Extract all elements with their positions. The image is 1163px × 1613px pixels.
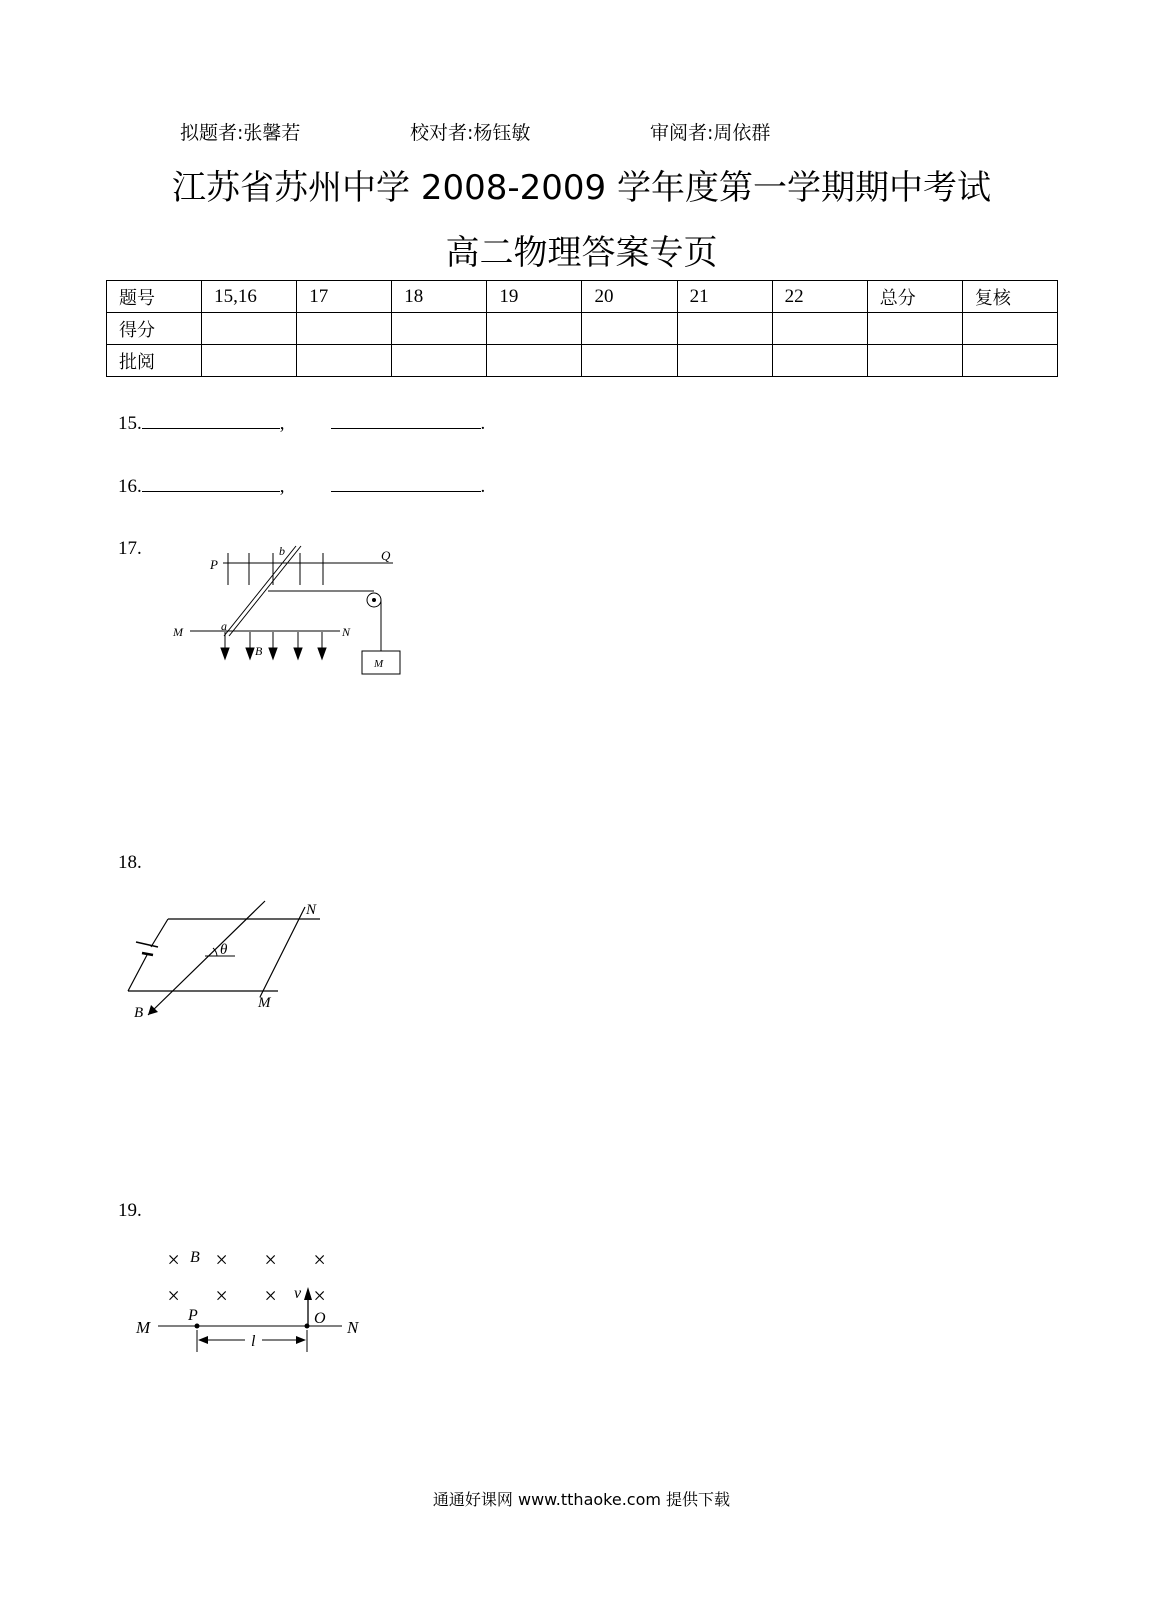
score-cell[interactable] [582,313,677,345]
diagram-17 [165,540,415,680]
question-number: 15. [118,413,142,434]
terminator: . [480,476,486,497]
label-m: M [136,1318,151,1337]
review-cell[interactable] [202,345,297,377]
question-19-number: 19. [118,1200,142,1221]
header-cell: 题号 [107,281,202,313]
score-cell[interactable] [297,313,392,345]
answer-blank[interactable] [142,410,280,429]
point-p [195,1324,200,1329]
credit-author: 拟题者:张馨若 [180,122,301,144]
label-n-right: N [342,625,351,639]
label-field-b: B [255,644,263,658]
review-cell[interactable] [677,345,772,377]
label-mass: M [374,658,384,670]
review-cell[interactable] [772,345,867,377]
label-m-left: M [173,625,183,639]
label-v: v [294,1285,302,1302]
score-cell[interactable] [867,313,962,345]
answer-blank[interactable] [331,473,481,492]
question-17-number: 17. [118,538,142,559]
review-cell[interactable] [487,345,582,377]
score-cell[interactable] [677,313,772,345]
label-theta: θ [220,942,228,958]
credit-checker: 校对者:杨钰敏 [410,122,531,144]
terminator: . [480,413,486,434]
diagram-19 [130,1240,380,1365]
score-cell[interactable] [202,313,297,345]
review-cell[interactable] [392,345,487,377]
header-cell: 复核 [962,281,1057,313]
question-15 [118,410,485,435]
field-cross: × [312,1247,327,1272]
header-cell: 22 [772,281,867,313]
page-title: 江苏省苏州中学 2008-2009 学年度第一学期期中考试 [172,168,991,208]
question-18-number: 18. [118,852,142,873]
label-l: l [251,1333,256,1350]
field-b-line [148,901,265,1015]
battery-plate-long [136,942,158,947]
header-cell: 15,16 [202,281,297,313]
separator: , [279,413,285,434]
label-m: M [258,995,271,1011]
left-connector [128,955,147,991]
field-cross: × [263,1247,278,1272]
label-b: b [279,544,285,558]
left-connector [151,919,168,947]
review-cell[interactable] [867,345,962,377]
header-cell: 18 [392,281,487,313]
credits-line [0,118,1163,148]
score-cell[interactable] [392,313,487,345]
label-p: P [188,1307,198,1324]
answer-blank[interactable] [142,473,280,492]
header-cell: 19 [487,281,582,313]
review-row [107,345,1058,377]
row-label: 得分 [107,313,202,345]
score-table [106,280,1058,377]
velocity-arrow-head [304,1287,312,1300]
separator: , [279,476,285,497]
label-q: Q [381,548,391,563]
row-label: 批阅 [107,345,202,377]
label-p: P [210,557,218,572]
field-arrows [221,632,326,659]
field-cross: × [166,1283,181,1308]
score-cell[interactable] [487,313,582,345]
label-n: N [306,902,317,918]
footer: 通通好课网 www.tthaoke.com 提供下载 [432,1490,731,1509]
header-cell: 21 [677,281,772,313]
page-subtitle: 高二物理答案专页 [445,233,718,273]
question-16 [118,473,485,498]
header-cell: 总分 [867,281,962,313]
label-a: a [221,619,227,633]
review-cell[interactable] [297,345,392,377]
rod-mn [260,907,305,997]
credit-reviewer: 审阅者:周依群 [650,122,771,144]
score-cell[interactable] [772,313,867,345]
pulley-axle [372,598,376,602]
dim-arrow-right [296,1336,306,1344]
score-row [107,313,1058,345]
review-cell[interactable] [582,345,677,377]
question-number: 16. [118,476,142,497]
score-table-header-row [107,281,1058,313]
field-cross: × [166,1247,181,1272]
answer-blank[interactable] [331,410,481,429]
score-cell[interactable] [962,313,1057,345]
field-cross: × [214,1247,229,1272]
battery-plate-short [142,953,153,955]
label-o: O [314,1310,326,1327]
header-cell: 20 [582,281,677,313]
point-o [305,1324,310,1329]
diagram-18 [120,895,350,1030]
field-cross: × [214,1283,229,1308]
field-cross: × [263,1283,278,1308]
label-b: B [134,1005,144,1021]
dim-arrow-left [198,1336,208,1344]
field-cross: × [312,1283,327,1308]
review-cell[interactable] [962,345,1057,377]
label-n: N [347,1318,359,1337]
label-b: B [190,1249,200,1266]
header-cell: 17 [297,281,392,313]
